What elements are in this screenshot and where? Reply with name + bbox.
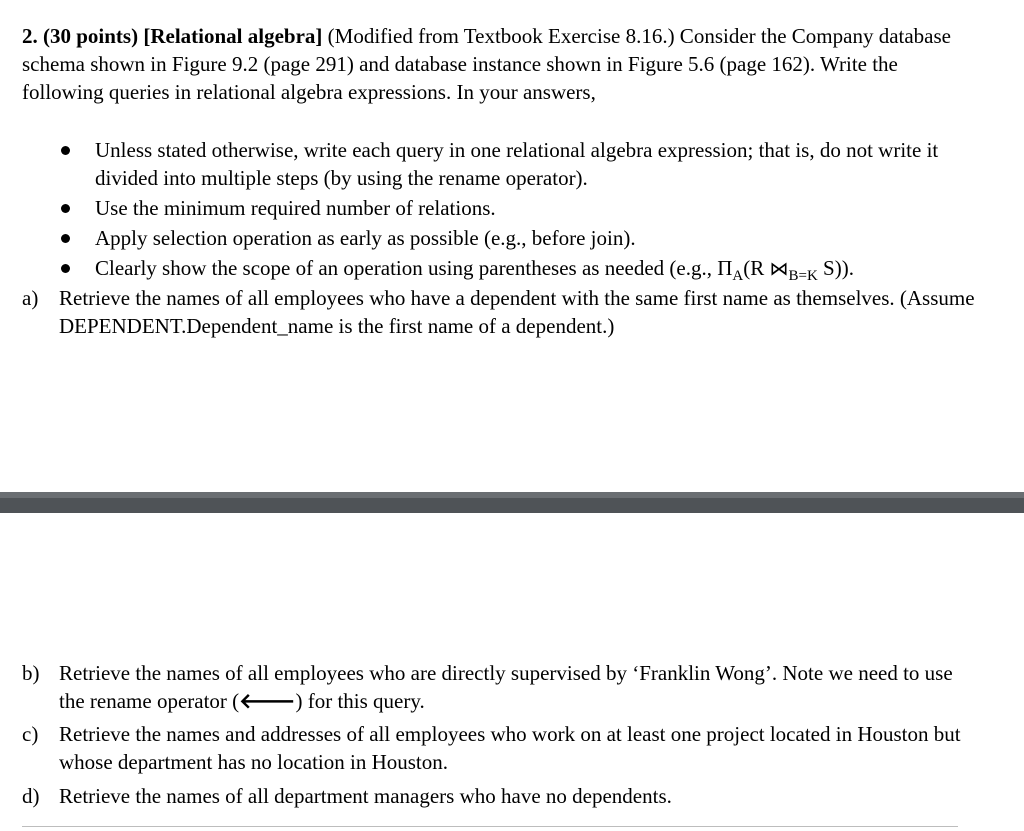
part-c	[22, 720, 982, 776]
footer-rule	[22, 826, 958, 827]
instruction-item: Unless stated otherwise, write each query in one relational algebra expression; that is, do not write it divided into multiple steps (by using the rename operator).	[0, 136, 965, 192]
question-intro	[22, 22, 982, 106]
question-text: (Modified from Textbook Exercise 8.16.) Consider the Company database schema shown in Figure 9.2 (page 291) and database instance shown in Figure 5.6 (page 162). Write the following queries in relational algebra expressions. In your answers,	[22, 24, 951, 104]
question-number: 2.	[22, 24, 38, 48]
bullet-icon	[61, 234, 70, 243]
question-points: (30 points)	[43, 24, 139, 48]
part-text: Retrieve the names of all department managers who have no dependents.	[59, 784, 672, 808]
part-a	[22, 284, 982, 340]
part-label: b)	[22, 661, 40, 685]
left-arrow-icon: 🡐	[239, 689, 296, 713]
instruction-item: Apply selection operation as early as possible (e.g., before join).	[0, 224, 965, 252]
bullet-icon	[61, 204, 70, 213]
bullet-icon	[61, 264, 70, 273]
part-text: Retrieve the names of all employees who are directly supervised by ‘Franklin Wong’. Note we need to use the rename operator (🡐) for this query.	[59, 661, 953, 713]
bullet-icon	[61, 146, 70, 155]
question-topic: [Relational algebra]	[143, 24, 323, 48]
part-b	[22, 659, 982, 715]
instruction-item: Clearly show the scope of an operation using parentheses as needed (e.g., $\Pi_A(R$ $⋈_{B=K}$ S)).	[0, 254, 965, 290]
instruction-list	[0, 136, 1024, 292]
part-label: a)	[22, 286, 39, 310]
part-text: Retrieve the names of all employees who have a dependent with the same first name as themselves. (Assume DEPENDENT.Dependent_name is the first name of a dependent.)	[59, 286, 975, 338]
page-divider	[0, 492, 1024, 513]
instruction-item: Use the minimum required number of relations.	[0, 194, 965, 222]
part-text: Retrieve the names and addresses of all employees who work on at least one project located in Houston but whose department has no location in Houston.	[59, 722, 961, 774]
part-label: d)	[22, 784, 40, 808]
part-d	[22, 782, 982, 810]
part-label: c)	[22, 722, 39, 746]
join-symbol: ⋈	[769, 259, 789, 280]
